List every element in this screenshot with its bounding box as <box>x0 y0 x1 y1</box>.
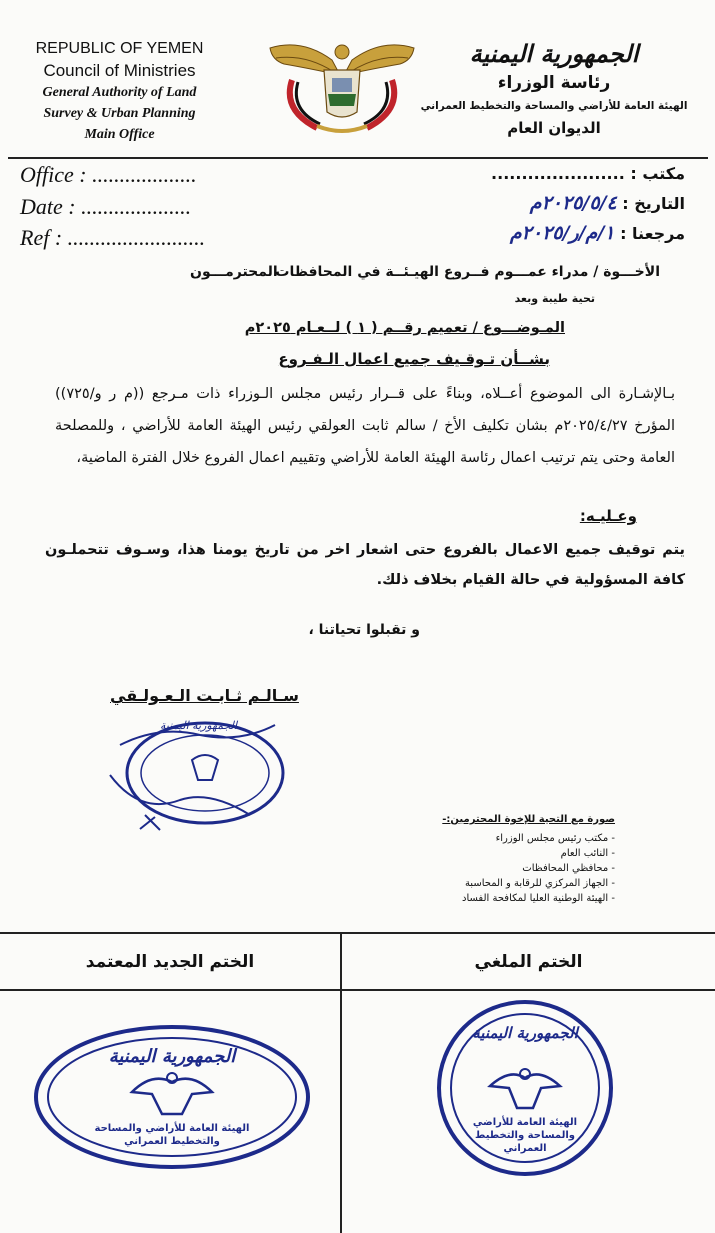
cancelled-stamp-title: الختم الملغي <box>474 952 583 972</box>
cc-item-text: الجهاز المركزي للرقابة و المحاسبة <box>464 878 609 889</box>
yemen-eagle-emblem-icon <box>262 30 422 140</box>
header-en-line4: Survey & Urban Planning <box>43 106 196 121</box>
closing: و تقبلوا تحياتنا ، <box>308 622 420 638</box>
signature-stamp-text: الجمهورية اليمنية <box>160 719 238 732</box>
cc-item: - محافظي المحافظات <box>522 863 615 874</box>
cc-item: - النائب العام <box>560 848 615 859</box>
therefore: وعـليـه: <box>579 507 637 525</box>
header-en-line2: Council of Ministries <box>43 61 196 80</box>
cc-item-text: مكتب رئيس مجلس الوزراء <box>495 833 609 844</box>
cc-list <box>435 831 615 906</box>
table-vertical-divider <box>340 934 342 1233</box>
ref-field-ar <box>510 222 685 244</box>
cc-item: - مكتب رئيس مجلس الوزراء <box>495 833 615 844</box>
ref-label-ar: مرجعنا : <box>620 224 685 243</box>
date-field-ar <box>530 192 685 214</box>
signature-stamp <box>100 705 290 835</box>
header-arabic <box>409 38 699 140</box>
stamp-comparison-table <box>0 932 715 1233</box>
new-stamp-top-text: الجمهورية اليمنية <box>108 1046 236 1067</box>
honorific: المحترمـــون <box>190 264 278 280</box>
cc-item: - الهيئة الوطنية العليا لمكافحة الفساد <box>461 893 615 904</box>
header-ar-line1: الجمهورية اليمنية <box>469 39 639 68</box>
subject-title: بشــأن تـوقـيف جميع اعمال الـفـروع <box>278 350 550 368</box>
signatory-name: سـالـم ثـابـت الـعـولـقي <box>110 686 299 705</box>
subject: المـوضـــوع / تعميم رقــم ( ١ ) لــعـام ٢٠٢٥م <box>244 320 565 336</box>
office-dots: ...................... <box>491 164 625 183</box>
cc-item-text: محافظي المحافظات <box>522 863 609 874</box>
header-en-line1: REPUBLIC OF YEMEN <box>35 40 204 57</box>
new-stamp-bottom-text: الهيئة العامة للأراضي والمساحة والتخطيط العمراني <box>94 1123 250 1147</box>
new-stamp <box>32 1022 312 1172</box>
office-field-en: Office : ................... <box>20 162 197 187</box>
header-english <box>12 38 227 145</box>
cancelled-stamp-top-text: الجمهورية اليمنية <box>472 1024 578 1042</box>
date-value-handwritten: ٢٠٢٥/٥/٤م <box>529 192 617 214</box>
letter-body: بـالإشـارة الى الموضوع أعــلاه، وبناءً على قــرار رئيس مجلس الـوزراء ذات مـرجع ((م ر و/٧٢٥)) المؤرخ ٢٠٢٥/٤/٢٧م بشان تكليف الأخ / سالم ثابت العولقي رئيس الهيئة العامة للأراضي ، وللمصلحة العامة وحتى يتم ترتيب اعمال رئاسة الهيئة العامة للأراضي وتقييم اعمال الفروع خلال الفترة الماضية، <box>55 386 675 466</box>
header-ar-line4: الديوان العام <box>507 119 601 137</box>
addressee: الأخـــوة / مدراء عمـــوم فــروع الهيـئــة في المحافظات <box>275 264 660 280</box>
new-stamp-title: الختم الجديد المعتمد <box>85 952 255 972</box>
header-en-line3: General Authority of Land <box>42 85 197 100</box>
greeting: تحية طيبة وبعد <box>514 292 595 305</box>
header-ar-line2: رئاسة الوزراء <box>497 73 611 93</box>
cancelled-stamp <box>435 998 615 1178</box>
date-field-en: Date : .................... <box>20 194 192 219</box>
cc-item-text: النائب العام <box>560 848 609 859</box>
ref-value-handwritten: ١/م/ر/٢٠٢٥م <box>509 222 615 244</box>
office-field-ar <box>491 164 685 183</box>
table-header-divider <box>0 989 715 991</box>
header-ar-line3: الهيئة العامة للأراضي والمساحة والتخطيط العمراني <box>420 100 688 112</box>
date-label-ar: التاريخ : <box>622 194 685 213</box>
office-label-ar: مكتب : <box>630 164 685 183</box>
cancelled-stamp-bottom-text: الهيئة العامة للأراضي والمساحة والتخطيط العمراني <box>472 1117 578 1154</box>
cc-title: صورة مع التحية للإخوة المحترمين:- <box>442 814 615 825</box>
cc-item: - الجهاز المركزي للرقابة و المحاسبة <box>464 878 615 889</box>
header-divider <box>8 157 708 159</box>
instruction: يتم توقيف جميع الاعمال بالفروع حتى اشعار اخر من تاريخ يومنا هذا، وسـوف تتحملـون كافة المسؤولية في حالة القيام بخلاف ذلك. <box>45 542 685 588</box>
header-en-line5: Main Office <box>84 127 155 142</box>
cc-item-text: الهيئة الوطنية العليا لمكافحة الفساد <box>461 893 609 904</box>
cc-block <box>435 812 615 906</box>
ref-field-en: Ref : ......................... <box>20 225 206 250</box>
